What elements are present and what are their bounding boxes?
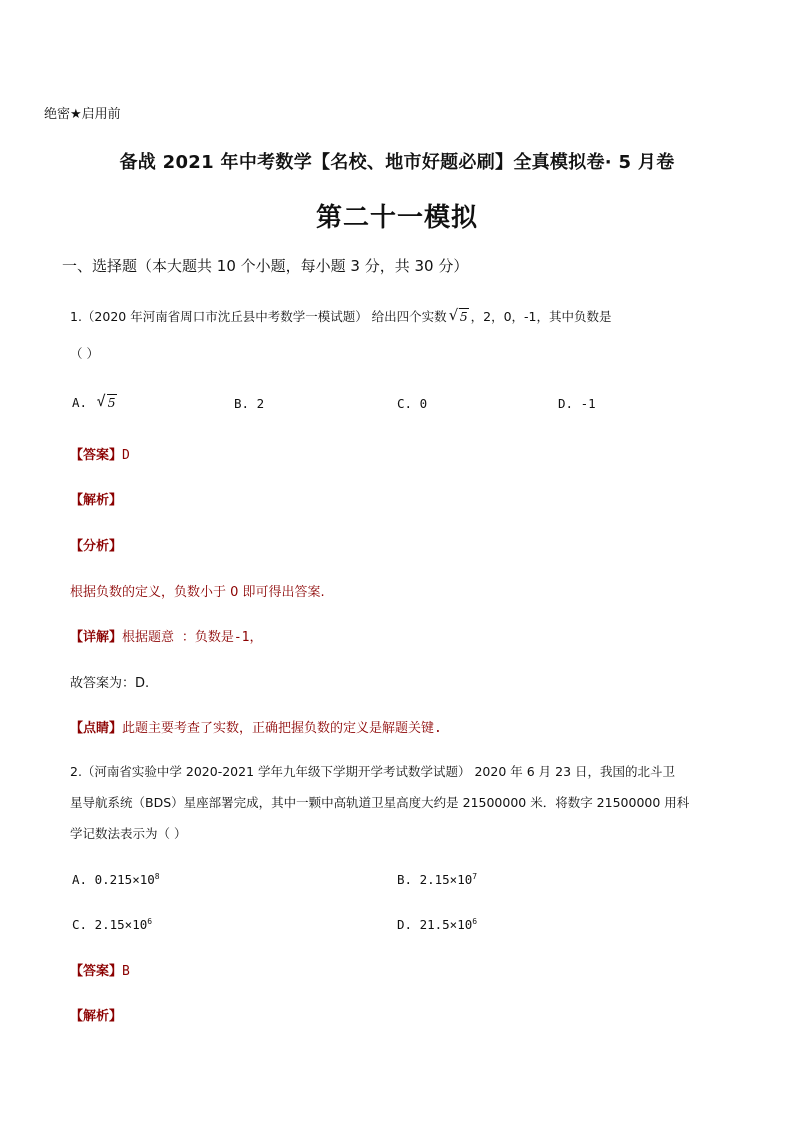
question-2-option-b: B. $2.15\times 10^7$ [397, 872, 478, 888]
question-1-option-d: D. -1 [558, 396, 596, 411]
section-heading: 一、选择题（本大题共 10 个小题，每小题 3 分，共 30 分） [62, 257, 469, 275]
sqrt-symbol: √ 5 [97, 395, 117, 410]
question-2-line-2: 星导航系统（BDS）星座部署完成，其中一颗中高轨道卫星高度大约是 21500000 米．将数字 21500000 用科 [70, 795, 690, 810]
question-1-fenxi-text: 根据负数的定义，负数小于 0 即可得出答案. [70, 585, 325, 600]
exam-title: 备战 2021 年中考数学【名校、地市好题必刷】全真模拟卷· 5 月卷 [119, 152, 675, 173]
question-2-option-c: C. $2.15\times 10^6$ [72, 917, 153, 933]
question-1-answer: 【答案】D [70, 448, 130, 463]
question-2-option-d: D. $21.5\times 10^6$ [397, 917, 478, 933]
question-2-analysis-tag: 【解析】 [70, 1009, 123, 1024]
question-1-conclusion: 故答案为：D. [70, 676, 150, 691]
question-1-suffix: ，2，0，-1，其中负数是 [470, 309, 612, 324]
question-2-option-a: A. $0.215\times 10^8$ [72, 872, 160, 888]
question-1-prefix: 1.（2020 年河南省周口市沈丘县中考数学一模试题） 给出四个实数 [70, 309, 447, 324]
question-2-answer: 【答案】B [70, 964, 130, 979]
question-1-fenxi-tag: 【分析】 [70, 539, 123, 554]
question-2-line-3: 学记数法表示为（ ） [70, 826, 187, 841]
question-1-stem [70, 307, 612, 325]
question-1-comment: 【点睛】此题主要考查了实数，正确把握负数的定义是解题关键. [70, 721, 442, 736]
exam-subtitle: 第二十一模拟 [315, 203, 478, 233]
question-2-line-1: 2.（河南省实验中学 2020-2021 学年九年级下学期开学考试数学试题） 2020 年 6 月 23 日，我国的北斗卫 [70, 764, 676, 779]
question-1-analysis-tag: 【解析】 [70, 493, 123, 508]
question-1-option-b: B. 2 [234, 396, 265, 411]
question-1-detail: 【详解】根据题意 ：负数是-1， [70, 630, 263, 645]
question-1-option-c: C. 0 [397, 396, 428, 411]
sqrt-symbol: √ 5 [449, 309, 469, 324]
confidential-label: 绝密★启用前 [44, 107, 121, 122]
question-1-paren: （ ） [70, 346, 99, 361]
question-1-option-a: A. √ 5 [72, 395, 119, 410]
